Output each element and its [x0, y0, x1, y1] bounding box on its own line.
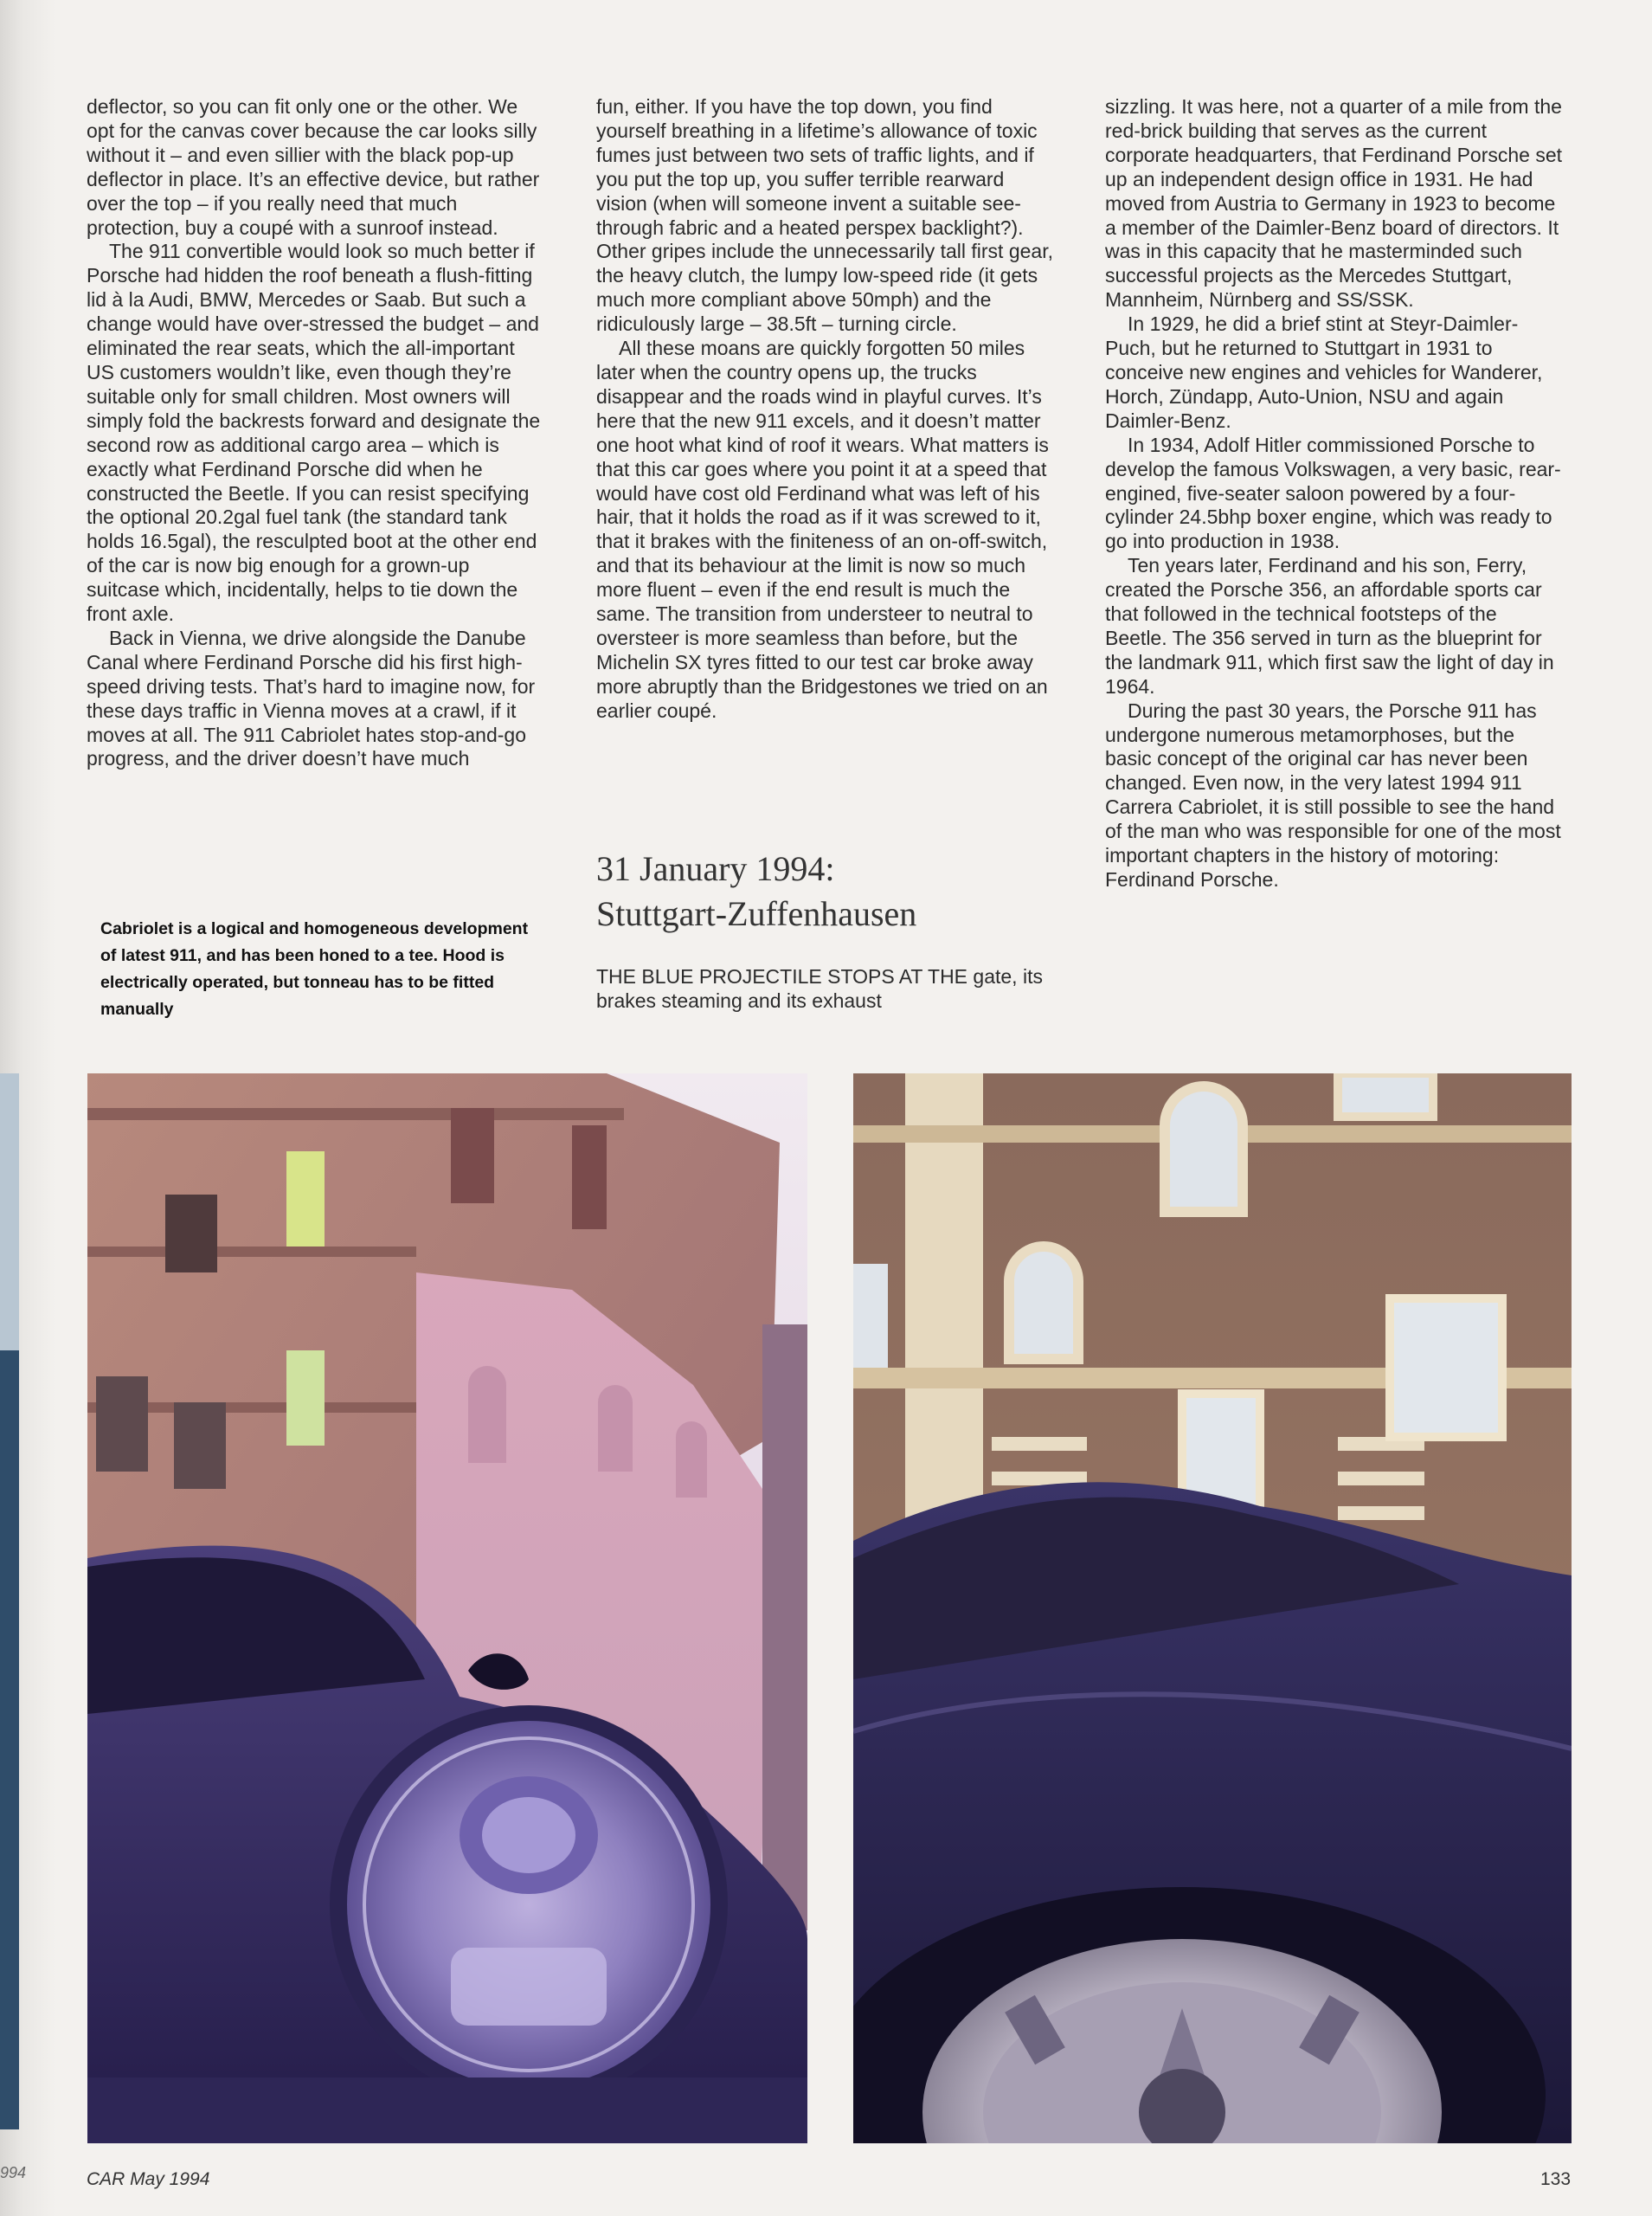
paragraph: deflector, so you can fit only one or the other. We opt for the canvas cover because the car looks silly without it – and even sillier with the black pop-up deflector in place. It’s an effective device, but rather over the top – if you really need that much protection, buy a coupé with a sunroof instead.	[87, 95, 540, 239]
section-heading	[596, 847, 1081, 937]
previous-page-photo-strip-dark	[0, 1350, 19, 2129]
section-intro: THE BLUE PROJECTILE STOPS AT THE gate, its brakes steaming and its exhaust	[596, 965, 1043, 1012]
photo-headlight	[87, 1073, 807, 2143]
previous-page-folio: 994	[0, 2164, 27, 2181]
paragraph: fun, either. If you have the top down, you find yourself breathing in a lifetime’s allowance of toxic fumes just between two sets of traffic lights, and if you put the top up, you suffer terrible rearward vision (when will someone invent a suitable see-through fabric and a heated perspex backlight?). Other gripes include the unnecessarily tall first gear, the heavy clutch, the lumpy low-speed ride (it gets much more compliant above 50mph) and the ridiculously large – 38.5ft – turning circle.	[596, 95, 1053, 336]
section-heading-place: Stuttgart-Zuffenhausen	[596, 894, 917, 933]
article-column-2	[596, 95, 1055, 724]
paragraph: In 1934, Adolf Hitler commissioned Porsche to develop the famous Volkswagen, a very basic, rear-engined, five-seater saloon powered by a four-cylinder 24.5bhp boxer engine, which was ready to go into production in 1938.	[1105, 433, 1561, 553]
previous-page-photo-strip	[0, 1073, 19, 1350]
paragraph: During the past 30 years, the Porsche 911 has undergone numerous metamorphoses, but the basic concept of the original car has never been changed. Even now, in the very latest 1994 911 Carrera Cabriolet, it is still possible to see the hand of the man who was responsible for one of the most important chapters in the history of motoring: Ferdinand Porsche.	[1105, 699, 1561, 891]
paragraph: Ten years later, Ferdinand and his son, Ferry, created the Porsche 356, an affordable sports car that followed in the technical footsteps of the Beetle. The 356 served in turn as the blueprint for the landmark 911, which first saw the light of day in 1964.	[1105, 554, 1554, 698]
paragraph: In 1929, he did a brief stint at Steyr-Daimler-Puch, but he returned to Stuttgart in 1931 to conceive new engines and vehicles for Wanderer, Horch, Zündapp, Auto-Union, NSU and again Daimler-Benz.	[1105, 312, 1543, 432]
photo-wheel	[853, 1073, 1572, 2143]
footer-page-number: 133	[1540, 2169, 1572, 2189]
section-heading-date: 31 January 1994:	[596, 849, 835, 888]
article-column-1	[87, 95, 545, 771]
article-column-3	[1105, 95, 1564, 892]
paragraph: All these moans are quickly forgotten 50 miles later when the country opens up, the trucks disappear and the roads wind in playful curves. It’s here that the new 911 excels, and it doesn’t matter one hoot what kind of roof it wears. What matters is that this car goes where you point it at a speed that would have cost old Ferdinand what was left of his hair, that it holds the road as if it was screwed to it, that it brakes with the finiteness of an on-off-switch, and that its behaviour at the limit is now so much more fluent – even if the end result is much the same. The transition from understeer to neutral to oversteer is more seamless than before, but the Michelin SX tyres fitted to our test car broke away more abruptly than the Bridgestones we tried on an earlier coupé.	[596, 337, 1049, 722]
footer-magazine-issue: CAR May 1994	[87, 2169, 210, 2189]
paragraph: Back in Vienna, we drive alongside the Danube Canal where Ferdinand Porsche did his first high-speed driving tests. That’s hard to imagine now, for these days traffic in Vienna moves at a crawl, if it moves at all. The 911 Cabriolet hates stop-and-go progress, and the driver doesn’t have much	[87, 626, 536, 770]
paragraph: The 911 convertible would look so much better if Porsche had hidden the roof beneath a flush-fitting lid à la Audi, BMW, Mercedes or Saab. But such a change would have over-stressed the budget – and eliminated the rear seats, which the all-important US customers wouldn’t like, even though they’re suitable only for small children. Most owners will simply fold the backrests forward and designate the second row as additional cargo area – which is exactly what Ferdinand Porsche did when he constructed the Beetle. If you can resist specifying the optional 20.2gal fuel tank (the standard tank holds 16.5gal), the resculpted boot at the other end of the car is now big enough for a grown-up suitcase which, incidentally, helps to tie down the front axle.	[87, 240, 541, 626]
photo-caption: Cabriolet is a logical and homogeneous development of latest 911, and has been honed to a tee. Hood is electrically operated, but tonneau has to be fitted manually	[100, 919, 529, 1019]
paragraph: sizzling. It was here, not a quarter of a mile from the red-brick building that serves as the current corporate headquarters, that Ferdinand Porsche set up an independent design office in 1931. He had moved from Austria to Germany in 1923 to become a member of the Daimler-Benz board of directors. It was in this capacity that he masterminded such successful projects as the Mercedes Stuttgart, Mannheim, Nürnberg and SS/SSK.	[1105, 95, 1563, 312]
previous-page-edge	[0, 0, 55, 2216]
